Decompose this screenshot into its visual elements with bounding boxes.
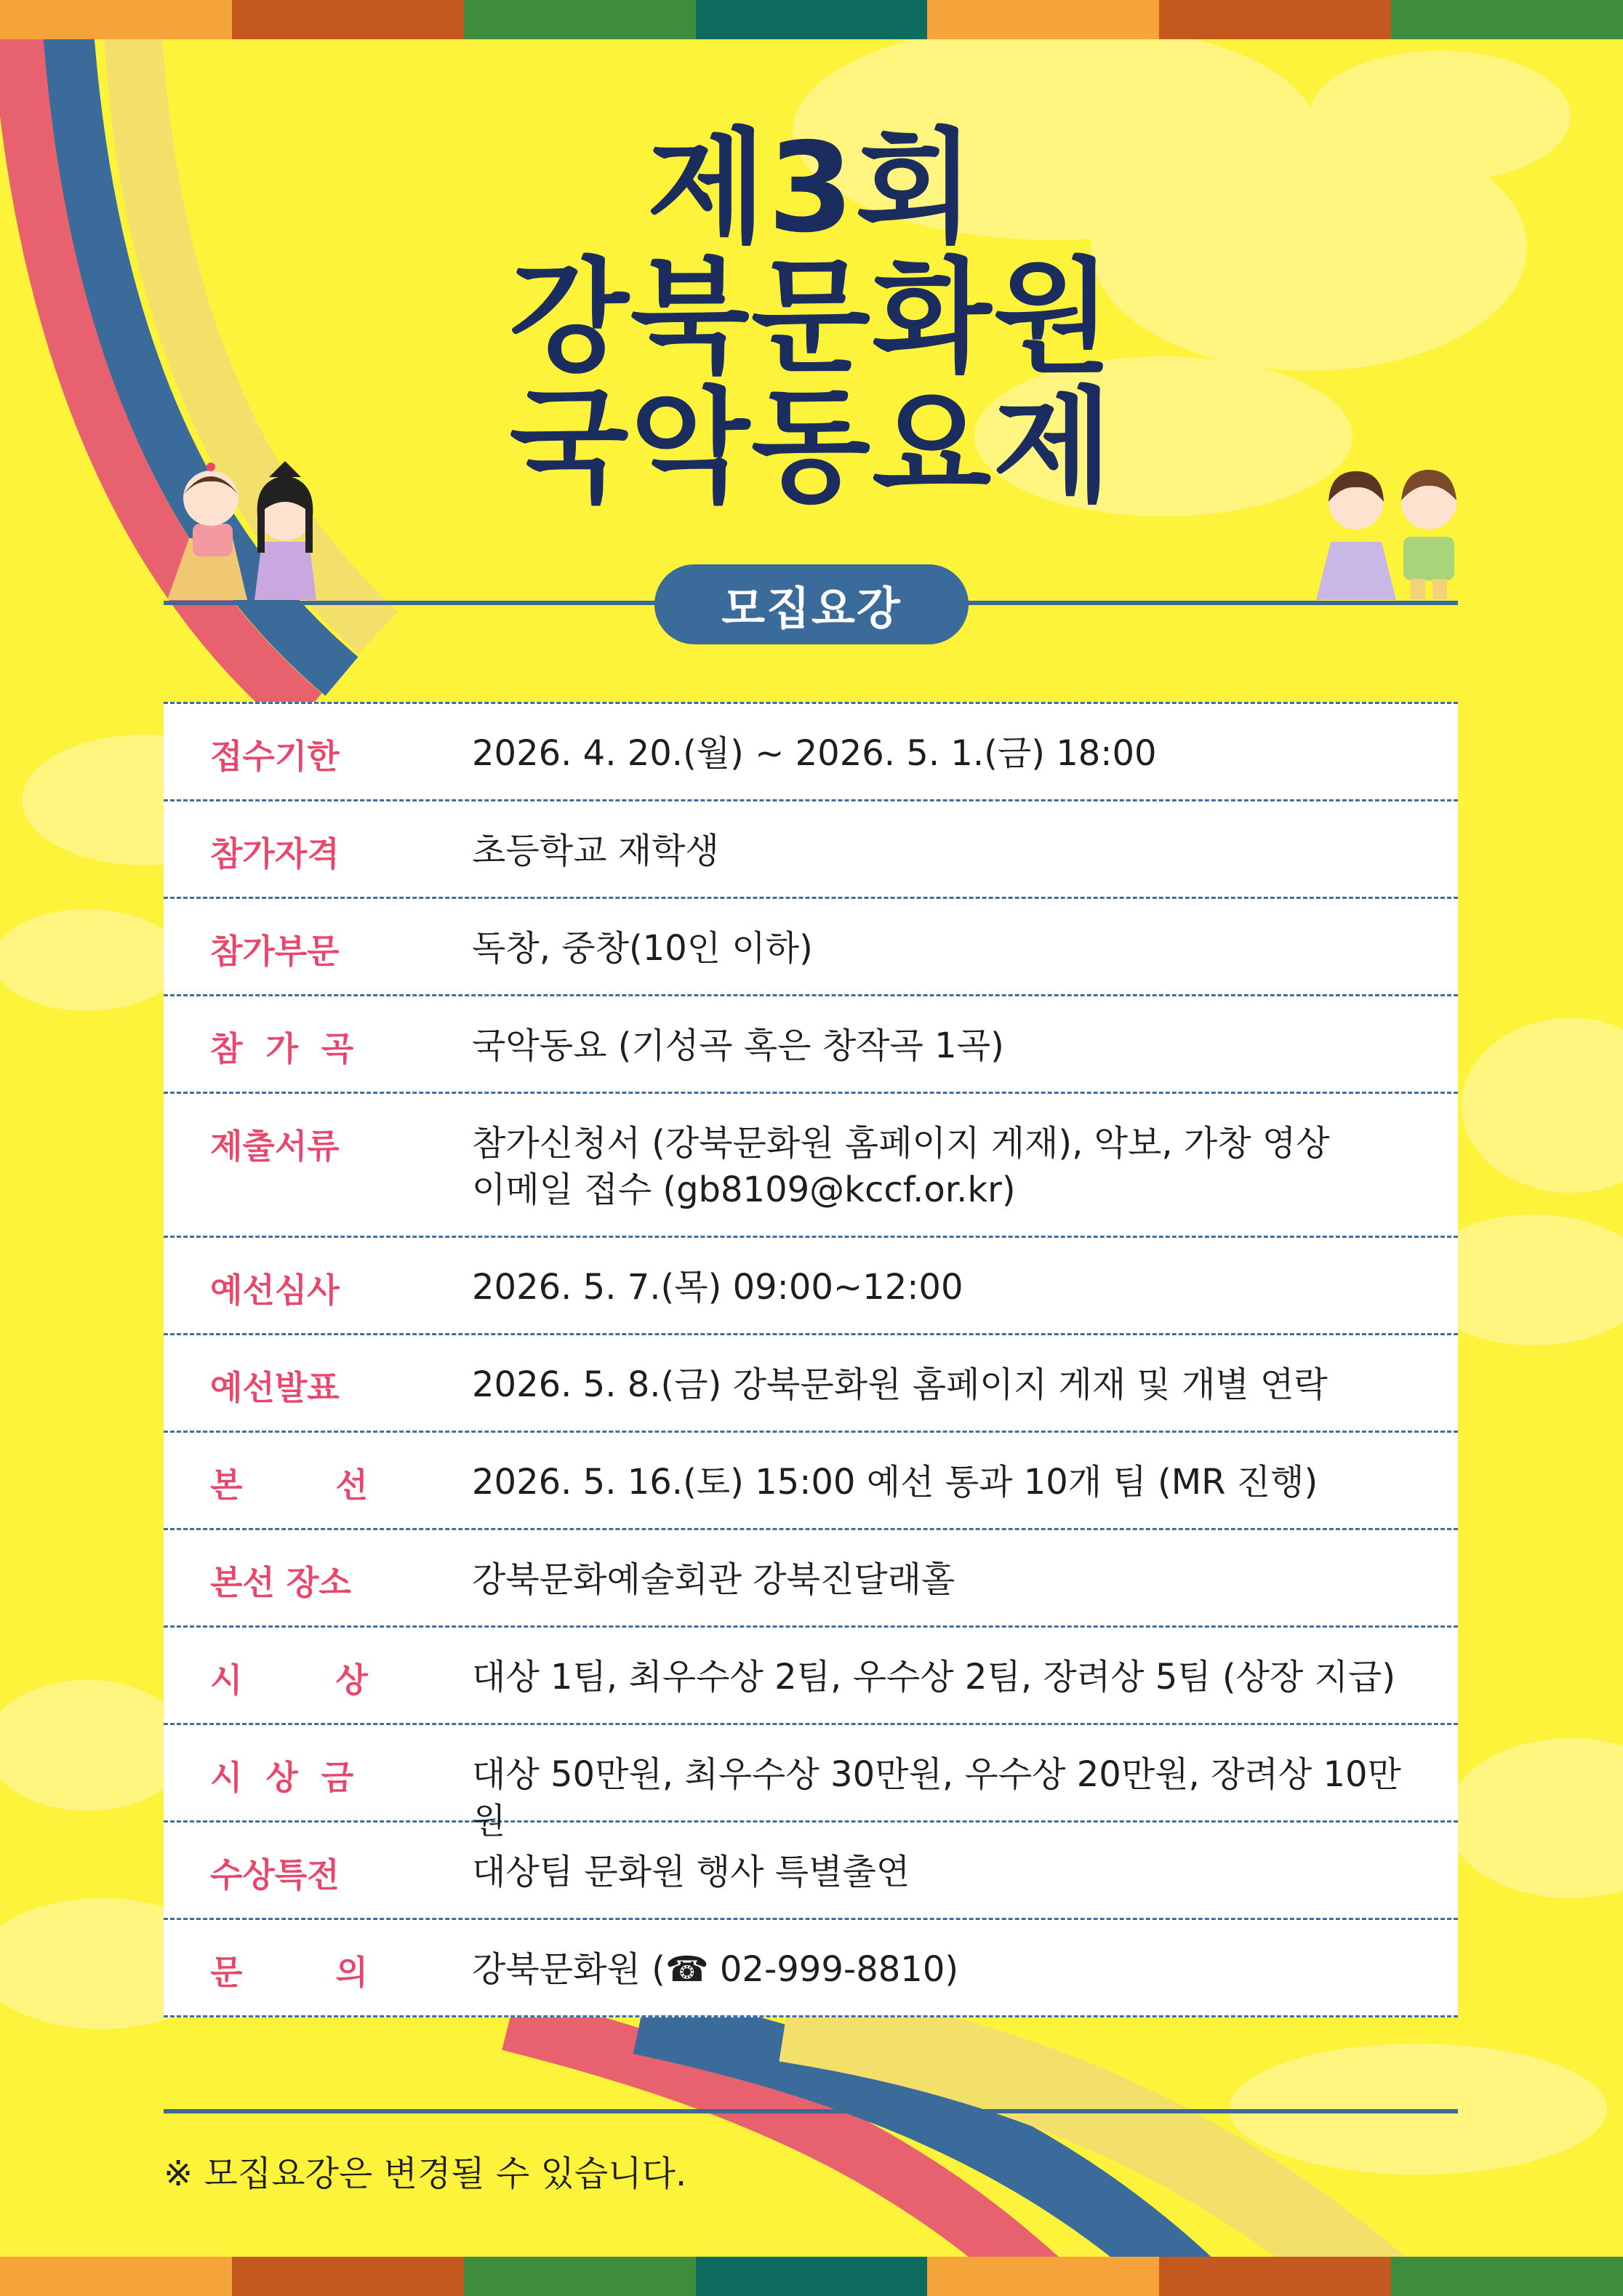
row-value: 2026. 4. 20.(월) ~ 2026. 5. 1.(금) 18:00	[472, 733, 1157, 774]
table-row	[164, 899, 1458, 996]
row-value: 대상 1팀, 최우수상 2팀, 우수상 2팀, 장려상 5팀 (상장 지급)	[472, 1657, 1396, 1697]
table-row	[164, 1628, 1458, 1725]
table-row	[164, 1725, 1458, 1841]
row-value: 2026. 5. 7.(목) 09:00~12:00	[472, 1267, 963, 1308]
row-label: 시 상 금	[210, 1758, 354, 1797]
row-value: 강북문화예술회관 강북진달래홀	[472, 1559, 955, 1600]
title-line-2: 강북문화원	[509, 246, 1114, 390]
row-value-line-2: 이메일 접수 (gb8109@kccf.or.kr)	[472, 1169, 1016, 1210]
row-value: 2026. 5. 16.(토) 15:00 예선 통과 10개 팀 (MR 진행)	[472, 1462, 1318, 1503]
table-row	[164, 1094, 1458, 1238]
row-value: 국악동요 (기성곡 혹은 창작곡 1곡)	[472, 1025, 1004, 1066]
table-row	[164, 1433, 1458, 1530]
row-value: 독창, 중창(10인 이하)	[472, 928, 813, 969]
footnote: ※ 모집요강은 변경될 수 있습니다.	[164, 2153, 687, 2194]
row-value: 2026. 5. 8.(금) 강북문화원 홈페이지 게재 및 개별 연락	[472, 1364, 1328, 1405]
table-row	[164, 801, 1458, 899]
footer-divider	[164, 2109, 1458, 2113]
top-color-stripe	[0, 0, 1623, 39]
hanbok-children-left-icon	[160, 451, 327, 604]
row-label: 문 의	[210, 1953, 368, 1992]
row-value	[472, 1120, 1330, 1213]
row-label: 본 선	[210, 1465, 368, 1505]
row-label: 본선 장소	[210, 1563, 351, 1602]
table-row	[164, 1238, 1458, 1335]
hanbok-children-right-icon	[1313, 451, 1465, 604]
row-label: 수상특전	[210, 1855, 340, 1895]
title-line-1: 제3회	[646, 116, 977, 260]
table-row	[164, 1920, 1458, 2017]
row-label: 예선발표	[210, 1368, 340, 1407]
row-label: 제출서류	[210, 1127, 340, 1166]
table-row	[164, 1530, 1458, 1628]
table-row	[164, 996, 1458, 1094]
row-value: 강북문화원 (☎ 02-999-8810)	[472, 1949, 959, 1990]
row-value-line-1: 참가신청서 (강북문화원 홈페이지 게재), 악보, 가창 영상	[472, 1123, 1330, 1164]
row-label: 접수기한	[210, 737, 340, 776]
row-label: 참 가 곡	[210, 1029, 354, 1068]
table-row	[164, 704, 1458, 801]
title-line-3: 국악동요제	[509, 375, 1114, 519]
row-label: 예선심사	[210, 1271, 340, 1310]
row-label: 참가부문	[210, 932, 340, 971]
row-value: 대상 50만원, 최우수상 30만원, 우수상 20만원, 장려상 10만원	[472, 1754, 1401, 1841]
row-label: 참가자격	[210, 834, 340, 873]
row-value: 대상팀 문화원 행사 특별출연	[472, 1852, 910, 1892]
row-label: 시 상	[210, 1660, 368, 1700]
section-badge: 모집요강	[654, 564, 969, 644]
row-value: 초등학교 재학생	[472, 831, 719, 871]
bottom-color-stripe	[0, 2257, 1623, 2296]
table-row	[164, 1335, 1458, 1433]
info-table	[164, 702, 1458, 2017]
